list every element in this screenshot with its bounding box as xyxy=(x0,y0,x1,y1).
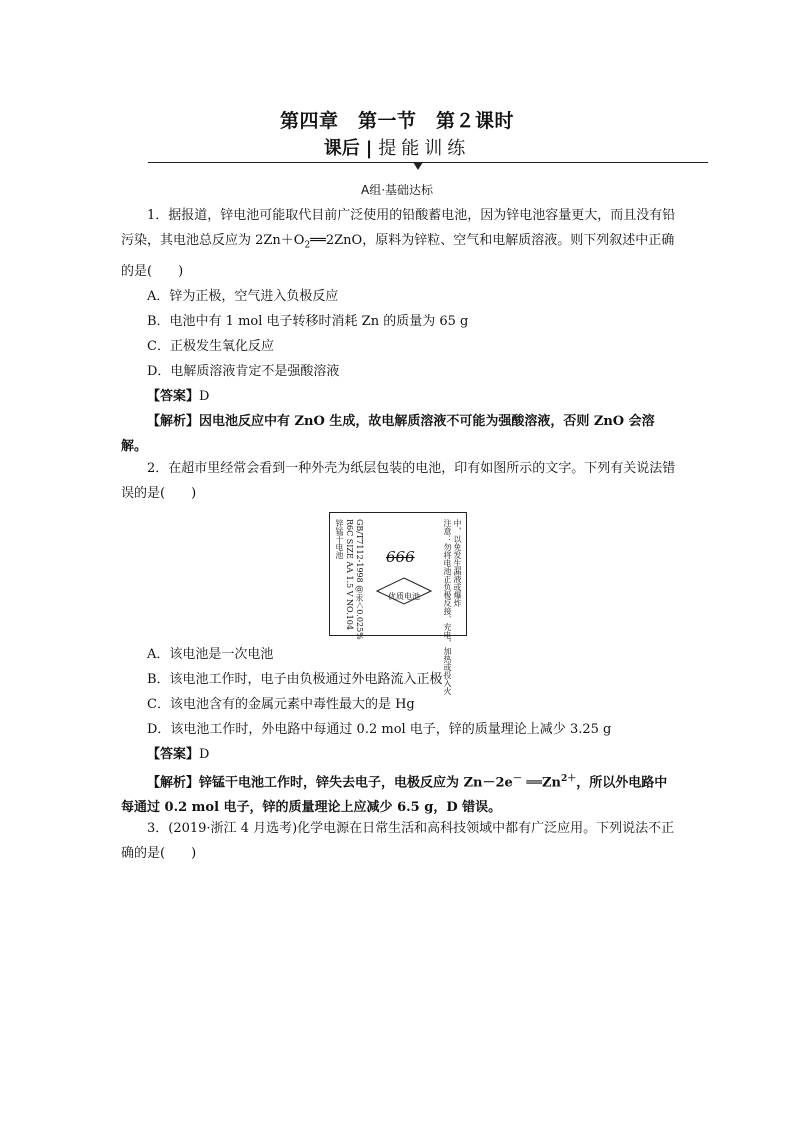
chapter-title: 第四章 第一节 第２课时 xyxy=(279,110,514,132)
lesson-subtitle xyxy=(0,134,794,160)
question-2-option-b: B．该电池工作时，电子由负极通过外电路流入正极 xyxy=(147,672,443,687)
question-1-analysis: 【解析】因电池反应中有 ZnO 生成，故电解质溶液不可能为强酸溶液，否则 ZnO 会溶解。 xyxy=(121,413,655,454)
figure-warning-1: 注意：勿将电池正负极反接、充电，加热或投入火 xyxy=(443,519,452,695)
question-1-option-d: D．电解质溶液肯定不是强酸溶液 xyxy=(147,363,340,379)
subtitle-right: 提能训练 xyxy=(378,138,471,159)
question-1-option-b: B．电池中有 1 mol 电子转移时消耗 Zn 的质量为 65 g xyxy=(147,313,469,329)
question-2-option-a: A．该电池是一次电池 xyxy=(147,647,274,662)
question-3 xyxy=(121,816,676,866)
subtitle-separator: | xyxy=(365,138,373,159)
question-1-option-a: A．锌为正极，空气进入负极反应 xyxy=(147,288,339,304)
battery-label-figure xyxy=(329,512,467,695)
question-2-option-d: D．该电池工作时，外电路中每通过 0.2 mol 电子，锌的质量理论上减少 3.25 g xyxy=(147,722,612,737)
subtitle-left: 课后 xyxy=(323,138,360,159)
question-1-option-c: C．正极发生氧化反应 xyxy=(147,338,274,354)
figure-text-size: R6C SIZE AA 1.5 V NO.104 xyxy=(345,519,354,630)
question-2 xyxy=(121,456,676,820)
question-2-analysis: 【解析】锌锰干电池工作时，锌失去电子，电极反应为 Zn－2e－ $══Zn^{2+}$，所以外电路中每通过 0.2 mol 电子，锌的质量理论上应减少 6.5 g，D 错误。 xyxy=(121,774,668,816)
header-divider xyxy=(148,162,708,163)
down-triangle-icon xyxy=(413,162,423,170)
figure-logo: 666 xyxy=(386,548,415,566)
question-3-stem: 3．(2019·浙江 4 月选考)化学电源在日常生活和高科技领域中都有广泛应用。下列说法不正确的是( ) xyxy=(121,821,675,861)
question-1 xyxy=(121,203,676,459)
figure-badge xyxy=(376,577,432,605)
section-heading: A组·基础达标 xyxy=(360,183,434,197)
figure-text-type: 锌锰干电池 xyxy=(335,519,344,559)
question-2-option-c: C．该电池含有的金属元素中毒性最大的是 Hg xyxy=(147,697,415,712)
question-2-stem: 2．在超市里经常会看到一种外壳为纸层包装的电池，印有如图所示的文字。下列有关说法错误的是( ) xyxy=(121,461,676,501)
question-1-answer: 【答案】D xyxy=(147,388,210,404)
question-1-stem: 1．据报道，锌电池可能取代目前广泛使用的铅酸蓄电池，因为锌电池容量更大，而且没有铅污染，其电池总反应为 $2Zn+O_2══2ZnO$，原料为锌粒、空气和电解质溶液。则下列叙述中正确的是( ) xyxy=(121,208,676,279)
figure-text-standard: GB/T7112-1998 @汞＜0.025% xyxy=(355,519,364,640)
figure-warning-2: 中，以免发生漏液或爆炸 xyxy=(453,519,462,607)
figure-badge-label: 优质电池 xyxy=(388,592,420,601)
question-2-answer: 【答案】D xyxy=(147,747,210,762)
